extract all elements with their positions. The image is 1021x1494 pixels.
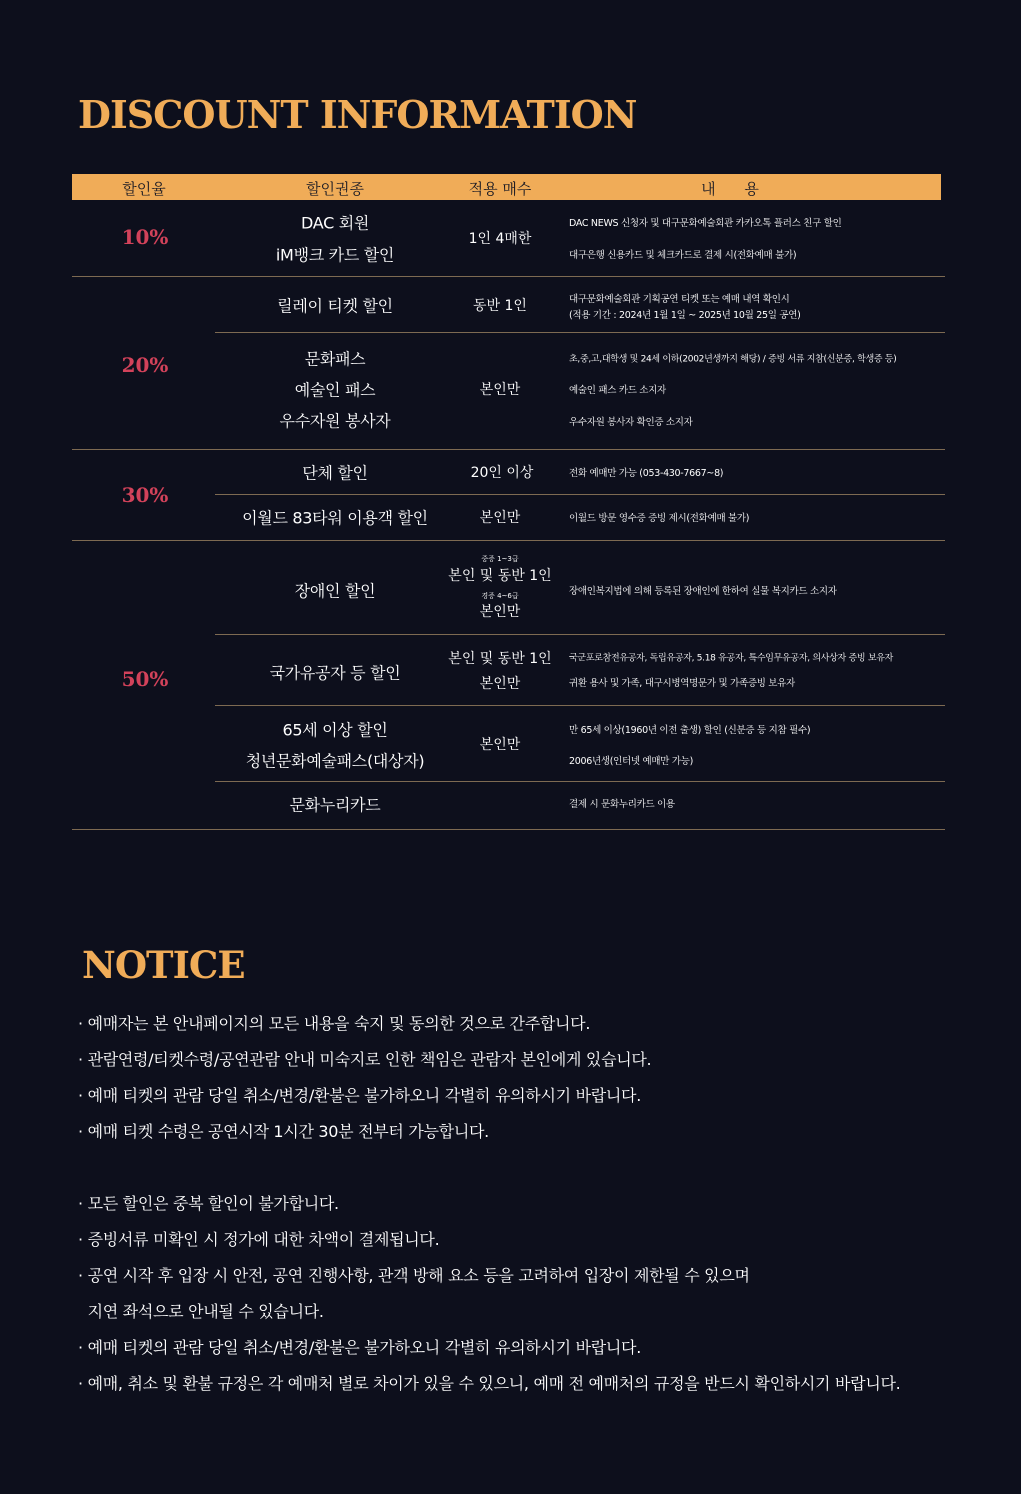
desc-youth-pass: 2006년생(인터넷 예매만 가능) [569,756,693,767]
notice-item: · 예매자는 본 안내페이지의 모든 내용을 숙지 및 동의한 것으로 간주합니다. [78,1014,591,1033]
notice-item: · 예매 티켓의 관람 당일 취소/변경/환불은 불가하오니 각별히 유의하시기 바랍니다. [78,1338,641,1357]
row-divider [215,634,945,635]
rate-30: 30% [121,483,169,507]
ticket-artist-pass: 예술인 패스 [294,380,376,400]
desc-disabled: 장애인복지법에 의해 등록된 장애인에 한하여 실물 복지카드 소지자 [569,586,837,597]
notice-item: · 예매 티켓 수령은 공연시작 1시간 30분 전부터 가능합니다. [78,1122,489,1141]
desc-group: 전화 예매만 가능 (053-430-7667~8) [569,468,724,479]
count-eworld: 본인만 [479,510,521,526]
ticket-senior: 65세 이상 할인 [282,720,388,740]
desc-senior: 만 65세 이상(1960년 이전 출생) 할인 (신분증 등 지참 필수) [569,725,811,736]
ticket-culture-pass: 문화패스 [304,349,366,369]
row-divider [72,276,945,277]
rate-20: 20% [121,353,169,377]
notice-item-continuation: 지연 좌석으로 안내될 수 있습니다. [78,1302,324,1321]
desc-eworld: 이월드 방문 영수증 증빙 제시(전화예매 불가) [569,513,750,524]
ticket-eworld: 이월드 83타워 이용객 할인 [242,508,428,528]
notice-item: · 예매, 취소 및 환불 규정은 각 예매처 별로 차이가 있을 수 있으니, 예매 전 예매처의 규정을 반드시 확인하시기 바랍니다. [78,1374,901,1393]
desc-nuri-card: 결제 시 문화누리카드 이용 [569,799,675,810]
count-disabled-grade-2: 경증 4~6급 [481,592,519,600]
row-divider [215,705,945,706]
ticket-disabled: 장애인 할인 [294,581,376,601]
rate-50: 50% [121,667,169,691]
count-veteran-1: 본인 및 동반 1인 [448,651,552,667]
desc-dac-member: DAC NEWS 신청자 및 대구문화예술회관 카카오톡 플러스 친구 할인 [569,218,842,229]
notice-title: NOTICE [82,943,245,987]
desc-veteran-2: 귀환 용사 및 가족, 대구시병역명문가 및 가족증빙 보유자 [569,678,795,689]
ticket-volunteer: 우수자원 봉사자 [279,411,391,431]
ticket-group: 단체 할인 [302,463,368,483]
notice-item: · 증빙서류 미확인 시 정가에 대한 차액이 결제됩니다. [78,1230,440,1249]
count-10: 1인 4매한 [468,231,532,247]
count-relay: 동반 1인 [473,298,527,314]
desc-veteran-1: 국군포로참전유공자, 독립유공자, 5.18 유공자, 특수임무유공자, 의사상자 증빙 보유자 [569,653,894,664]
desc-volunteer: 우수자원 봉사자 확인증 소지자 [569,417,693,428]
table-bottom-border [72,829,945,830]
ticket-im-bank: iM뱅크 카드 할인 [275,245,395,265]
ticket-veteran: 국가유공자 등 할인 [269,663,401,683]
header-count: 적용 매수 [468,180,532,198]
notice-item: · 예매 티켓의 관람 당일 취소/변경/환불은 불가하오니 각별히 유의하시기 바랍니다. [78,1086,641,1105]
desc-artist-pass: 예술인 패스 카드 소지자 [569,385,666,396]
notice-item: · 공연 시작 후 입장 시 안전, 공연 진행사항, 관객 방해 요소 등을 고려하여 입장이 제한될 수 있으며 [78,1266,750,1285]
desc-relay-2: (적용 기간 : 2024년 1월 1일 ~ 2025년 10월 25일 공연) [569,310,801,321]
row-divider [215,494,945,495]
count-20b: 본인만 [479,382,521,398]
count-disabled-grade-1: 중증 1~3급 [481,555,519,563]
header-content: 내 용 [701,180,759,198]
rate-10: 10% [121,225,169,249]
row-divider [72,540,945,541]
row-divider [215,781,945,782]
count-disabled-2: 본인만 [479,604,521,620]
notice-item: · 모든 할인은 중복 할인이 불가합니다. [78,1194,339,1213]
desc-culture-pass: 초,중,고,대학생 및 24세 이하(2002년생까지 해당) / 증빙 서류 지참(신분증, 학생증 등) [569,354,897,365]
row-divider [215,332,945,333]
row-divider [72,449,945,450]
count-group: 20인 이상 [470,465,534,481]
ticket-relay: 릴레이 티켓 할인 [277,296,393,316]
notice-item: · 관람연령/티켓수령/공연관람 안내 미숙지로 인한 책임은 관람자 본인에게 있습니다. [78,1050,652,1069]
header-rate: 할인율 [122,180,166,198]
discount-title: DISCOUNT INFORMATION [78,92,637,137]
ticket-youth-pass: 청년문화예술패스(대상자) [245,751,425,771]
count-veteran-2: 본인만 [479,676,521,692]
count-50c: 본인만 [479,737,521,753]
discount-table-header [72,174,941,200]
desc-relay-1: 대구문화예술회관 기획공연 티켓 또는 예매 내역 확인시 [569,294,790,305]
count-disabled-1: 본인 및 동반 1인 [448,568,552,584]
ticket-dac-member: DAC 회원 [300,213,370,233]
header-ticket: 할인권종 [306,180,364,198]
ticket-nuri-card: 문화누리카드 [289,795,381,815]
desc-im-bank: 대구은행 신용카드 및 체크카드로 결제 시(전화예매 불가) [569,250,797,261]
